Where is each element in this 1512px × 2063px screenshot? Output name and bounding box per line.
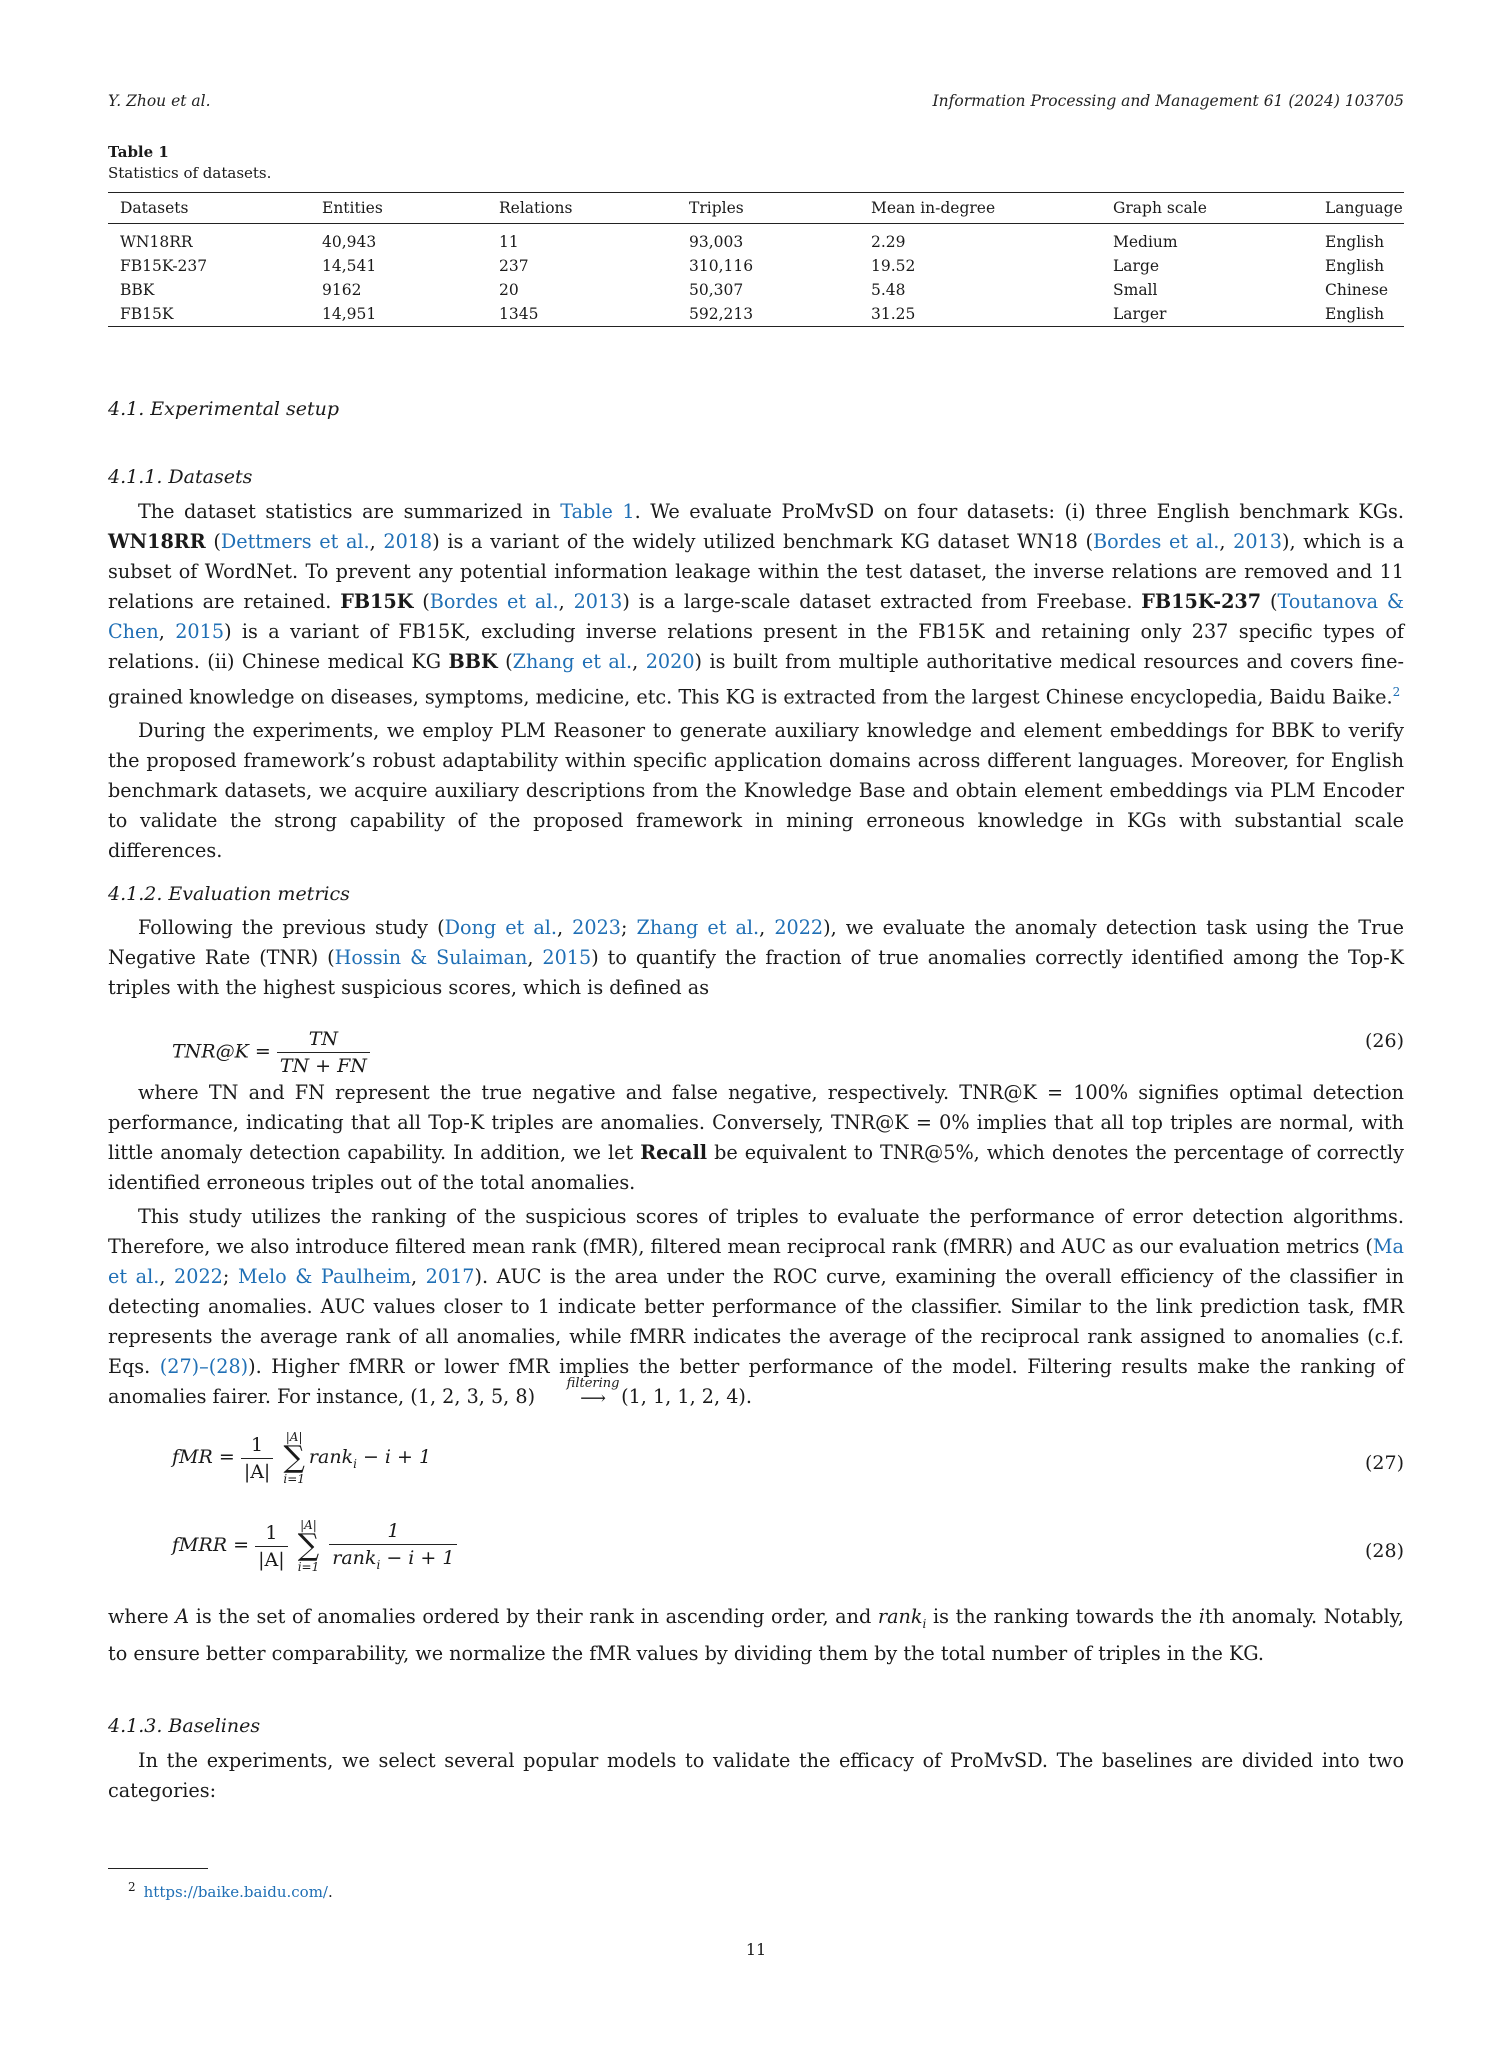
table-cell: Larger xyxy=(1113,305,1167,323)
summation-symbol: |A| ∑ i=1 xyxy=(297,1518,320,1574)
citation-year-link[interactable]: 2015 xyxy=(175,620,225,643)
equation-body: fMR = $\frac{1}{|A|}$ |A| ∑ i=1 rank$_i$ − i + 1 xyxy=(172,1430,432,1486)
fraction: $\frac{1}{|A|}$ xyxy=(241,1434,274,1483)
metrics-paragraphs-2-3 xyxy=(108,1078,1404,1414)
citation-link[interactable]: Melo & Paulheim xyxy=(237,1265,411,1288)
equation-body: fMRR = $\frac{1}{|A|}$ |A| ∑ i=1 $\frac{1}{rank_i - i + 1}$ xyxy=(172,1518,457,1574)
section-heading-evaluation-metrics: 4.1.2. Evaluation metrics xyxy=(108,883,350,905)
citation-year-link[interactable]: 2022 xyxy=(774,916,824,939)
table-header-cell: Relations xyxy=(499,199,573,217)
table-label: Table 1 xyxy=(108,143,169,161)
table-caption xyxy=(108,142,271,184)
table-cell: 31.25 xyxy=(871,305,916,323)
table-caption-text: Statistics of datasets. xyxy=(108,164,272,182)
citation-year-link[interactable]: 2018 xyxy=(383,530,433,553)
citation-year-link[interactable]: 2013 xyxy=(573,590,623,613)
paragraph: Following the previous study (Dong et al., 2023; Zhang et al., 2022), we evaluate the anomaly detection task using the True Negative Rate (TNR) (Hossin & Sulaiman, 2015) to quantify the fraction of true anomalies correctly identified among the Top-K triples with the highest suspicious scores, which is defined as xyxy=(108,916,1405,999)
table-header-cell: Datasets xyxy=(120,199,189,217)
page-number: 11 xyxy=(745,1940,767,1959)
citation-link[interactable]: Toutanova & Chen xyxy=(108,590,1405,643)
table-cell: 2.29 xyxy=(871,233,906,251)
equation-26 xyxy=(108,1014,1404,1077)
citation-year-link[interactable]: 2013 xyxy=(1233,530,1283,553)
table-cell: 14,951 xyxy=(322,305,377,323)
fraction: $\frac{1}{|A|}$ xyxy=(255,1522,288,1571)
citation-link[interactable]: Zhang et al. xyxy=(636,916,760,939)
table-cell: FB15K xyxy=(120,305,174,323)
table-header-cell: Triples xyxy=(689,199,744,217)
section-heading-baselines: 4.1.3. Baselines xyxy=(108,1715,261,1737)
equation-28 xyxy=(108,1518,1404,1588)
citation-link[interactable]: Bordes et al. xyxy=(1093,530,1220,553)
footnote-rule xyxy=(108,1868,208,1869)
equation-number: (28) xyxy=(1364,1540,1404,1562)
baselines-paragraph xyxy=(108,1746,1404,1806)
table-header-cell: Language xyxy=(1325,199,1403,217)
table-cell: English xyxy=(1325,305,1385,323)
equation-number: (27) xyxy=(1364,1452,1404,1474)
table-header-row xyxy=(108,193,1404,224)
table-cell: FB15K-237 xyxy=(120,257,208,275)
table-cell: 1345 xyxy=(499,305,539,323)
table-cell: BBK xyxy=(120,281,155,299)
footnote-link[interactable]: 2 xyxy=(1392,685,1401,699)
metrics-paragraph-4 xyxy=(108,1602,1404,1669)
table-cell: 19.52 xyxy=(871,257,916,275)
summation-symbol: |A| ∑ i=1 xyxy=(283,1430,305,1486)
footnote-url-link[interactable]: https://baike.baidu.com/ xyxy=(143,1883,328,1901)
table-cell: 11 xyxy=(499,233,519,251)
table-cell: Large xyxy=(1113,257,1160,275)
table-link[interactable]: Table 1 xyxy=(560,500,635,523)
citation-link[interactable]: Hossin & Sulaiman xyxy=(334,946,528,969)
paragraph: In the experiments, we select several popular models to validate the efficacy of ProMvSD. The baselines are divided into two categories: xyxy=(108,1749,1404,1802)
equation-body: TNR@K = $\frac{TN}{TN + FN}$ xyxy=(172,1028,370,1077)
citation-year-link[interactable]: 2023 xyxy=(572,916,621,939)
citation-link[interactable]: Dettmers et al. xyxy=(220,530,370,553)
table-header-cell: Entities xyxy=(322,199,383,217)
table-cell: 50,307 xyxy=(689,281,744,299)
fraction: $\frac{1}{rank_i - i + 1}$ xyxy=(329,1520,457,1572)
table-cell: English xyxy=(1325,233,1385,251)
citation-link[interactable]: Dong et al. xyxy=(444,916,557,939)
table-cell: 20 xyxy=(499,281,519,299)
table-cell: 237 xyxy=(499,257,529,275)
dataset-statistics-table xyxy=(108,192,1404,327)
citation-link[interactable]: Zhang et al. xyxy=(512,650,633,673)
equation-number: (26) xyxy=(1364,1030,1404,1052)
table-cell: 40,943 xyxy=(322,233,377,251)
table-row xyxy=(108,254,1404,278)
table-cell: 93,003 xyxy=(689,233,744,251)
table-cell: 14,541 xyxy=(322,257,377,275)
filtering-arrow: filtering ⟶ xyxy=(566,1375,620,1409)
table-header-cell: Mean in-degree xyxy=(871,199,996,217)
table-cell: English xyxy=(1325,257,1385,275)
footnote: $^2$ https://baike.baidu.com/. xyxy=(128,1880,333,1901)
table-cell: Medium xyxy=(1113,233,1178,251)
table-row xyxy=(108,278,1404,302)
table-cell: 592,213 xyxy=(689,305,754,323)
paragraph: This study utilizes the ranking of the suspicious scores of triples to evaluate the performance of error detection algorithms. Therefore, we also introduce filtered mean rank (fMR), filtered mean reciprocal rank (fMRR) and AUC as our evaluation metrics (Ma et al., 2022; Melo & Paulheim, 2017). AUC is the area under the ROC curve, examining the overall efficiency of the classifier in detecting anomalies. AUC values closer to 1 indicate better performance of the classifier. Similar to the link prediction task, fMR represents the average rank of all anomalies, while fMRR indicates the average of the reciprocal rank assigned to anomalies (c.f. Eqs. (27)–(28)). Higher fMRR or lower fMR implies the better performance of the model. Filtering results make the ranking of anomalies fairer. For instance, (1, 2, 3, 5, 8) filtering ⟶ (1, 1, 1, 2, 4). xyxy=(108,1202,1404,1414)
table-cell: WN18RR xyxy=(120,233,193,251)
table-cell: Chinese xyxy=(1325,281,1389,299)
paragraph: During the experiments, we employ PLM Reasoner to generate auxiliary knowledge and element embeddings for BBK to verify the proposed framework’s robust adaptability within specific application domains across different languages. Moreover, for English benchmark datasets, we acquire auxiliary descriptions from the Knowledge Base and obtain element embeddings via PLM Encoder to validate the strong capability of the proposed framework in mining erroneous knowledge in KGs with substantial scale differences. xyxy=(108,719,1404,863)
table-cell: 5.48 xyxy=(871,281,906,299)
metrics-paragraph-1 xyxy=(108,913,1404,1003)
running-header xyxy=(108,92,1404,114)
table-cell: Small xyxy=(1113,281,1158,299)
table-row xyxy=(108,224,1404,255)
citation-year-link[interactable]: 2017 xyxy=(425,1265,475,1288)
equation-27 xyxy=(108,1430,1404,1500)
paragraph: where TN and FN represent the true negative and false negative, respectively. TNR@K = 100% signifies optimal detection performance, indicating that all Top-K triples are anomalies. Conversely, TNR@K = 0% implies that all top triples are normal, with little anomaly detection capability. In addition, we let Recall be equivalent to TNR@5%, which denotes the percentage of correctly identified erroneous triples out of the total anomalies. xyxy=(108,1081,1404,1194)
datasets-section-body xyxy=(108,497,1404,866)
table-row xyxy=(108,302,1404,327)
table-header-cell: Graph scale xyxy=(1113,199,1207,217)
table-cell: 310,116 xyxy=(689,257,754,275)
paragraph: The dataset statistics are summarized in Table 1. We evaluate ProMvSD on four datasets: (i) three English benchmark KGs. WN18RR (Dettmers et al., 2018) is a variant of the widely utilized benchmark KG dataset WN18 (Bordes et al., 2013), which is a subset of WordNet. To prevent any potential information leakage within the test dataset, the inverse relations are removed and 11 relations are retained. FB15K (Bordes et al., 2013) is a large-scale dataset extracted from Freebase. FB15K-237 (Toutanova & Chen, 2015) is a variant of FB15K, excluding inverse relations present in the FB15K and retaining only 237 specific types of relations. (ii) Chinese medical KG BBK (Zhang et al., 2020) is built from multiple authoritative medical resources and covers fine-grained knowledge on diseases, symptoms, medicine, etc. This KG is extracted from the largest Chinese encyclopedia, Baidu Baike.$^2$ xyxy=(108,500,1405,709)
section-heading-datasets: 4.1.1. Datasets xyxy=(108,466,253,488)
table-cell: 9162 xyxy=(322,281,362,299)
citation-year-link[interactable]: 2022 xyxy=(174,1265,223,1288)
citation-year-link[interactable]: 2020 xyxy=(645,650,695,673)
citation-year-link[interactable]: 2015 xyxy=(542,946,592,969)
running-header-journal: Information Processing and Management 61 (2024) 103705 xyxy=(932,92,1404,110)
citation-link[interactable]: Ma et al. xyxy=(108,1235,1404,1288)
equation-link[interactable]: (27)–(28) xyxy=(159,1355,249,1378)
section-heading-experimental-setup: 4.1. Experimental setup xyxy=(108,398,340,420)
running-header-authors: Y. Zhou et al. xyxy=(108,92,211,110)
paragraph: where A is the set of anomalies ordered by their rank in ascending order, and rank$_i$ is the ranking towards the ith anomaly. Notably, to ensure better comparability, we normalize the fMR values by dividing them by the total number of triples in the KG. xyxy=(108,1605,1405,1665)
fraction: $\frac{TN}{TN + FN}$ xyxy=(277,1028,370,1077)
citation-link[interactable]: Bordes et al. xyxy=(429,590,559,613)
